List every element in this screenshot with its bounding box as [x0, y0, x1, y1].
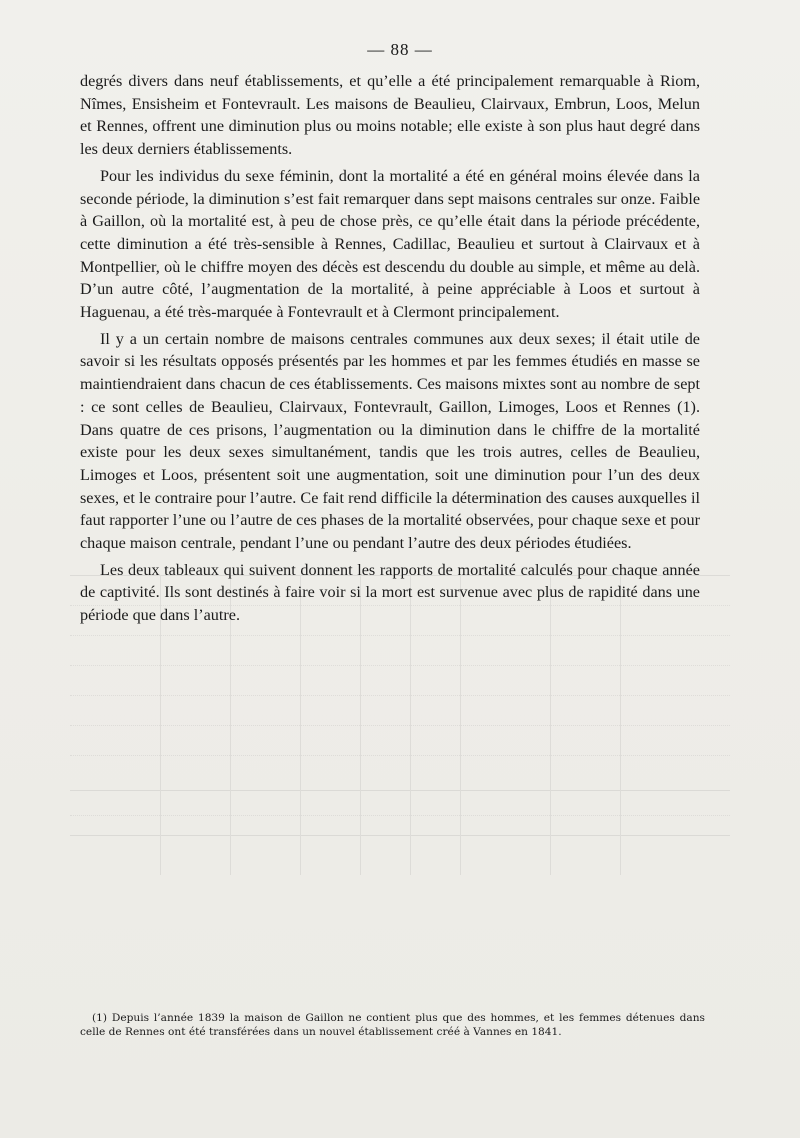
- footnote-text: (1) Depuis l’année 1839 la maison de Gaillon ne contient plus que des hommes, et les femmes détenues dans celle de Rennes ont été transférées dans un nouvel établissement créé à Vannes en 1841.: [80, 1012, 705, 1038]
- paragraph: Pour les individus du sexe féminin, dont la mortalité a été en général moins élevée dans la seconde période, la diminution s’est fait remarquer dans sept maisons centrales sur onze. Faible à Gaillon, où la mortalité est, à peu de chose près, ce qu’elle était dans la période précédente, cette diminution a été très-sensible à Rennes, Cadillac, Beaulieu et surtout à Clairvaux et à Montpellier, où le chiffre moyen des décès est descendu du double au simple, et même au delà. D’un autre côté, l’augmentation de la mortalité, à peine appréciable à Loos et surtout à Haguenau, a été très-marquée à Fontevrault et à Clermont principalement.: [80, 166, 700, 322]
- body-text: [80, 70, 700, 631]
- paragraph: Les deux tableaux qui suivent donnent les rapports de mortalité calculés pour chaque année de captivité. Ils sont destinés à faire voir si la mort est survenue avec plus de rapidité dans une période que dans l’autre.: [80, 560, 700, 625]
- page-number: — 88 —: [367, 40, 433, 59]
- paragraph: degrés divers dans neuf établissements, et qu’elle a été principalement remarquable à Riom, Nîmes, Ensisheim et Fontevrault. Les maisons de Beaulieu, Clairvaux, Embrun, Loos, Melun et Rennes, offrent une diminution plus ou moins notable; elle existe à son plus haut degré dans les deux derniers établissements.: [80, 72, 700, 159]
- footnote: [80, 1011, 705, 1039]
- paragraph: Il y a un certain nombre de maisons centrales communes aux deux sexes; il était utile de savoir si les résultats opposés présentés par les hommes et par les femmes étudiés en masse se maintiendraient dans chacun de ces établissements. Ces maisons mixtes sont au nombre de sept : ce sont celles de Beaulieu, Clairvaux, Fontevrault, Gaillon, Limoges, Loos et Rennes (1). Dans quatre de ces prisons, l’augmentation ou la diminution dans le chiffre de la mortalité existe pour les deux sexes simultanément, tandis que les trois autres, celles de Beaulieu, Limoges et Loos, présentent soit une augmentation, soit une diminution pour l’un des deux sexes, et le contraire pour l’autre. Ce fait rend difficile la détermination des causes auxquelles il faut rapporter l’une ou l’autre de ces phases de la mortalité observées, pour chaque sexe et pour chaque maison centrale, pendant l’une ou pendant l’autre des deux périodes étudiées.: [80, 329, 700, 553]
